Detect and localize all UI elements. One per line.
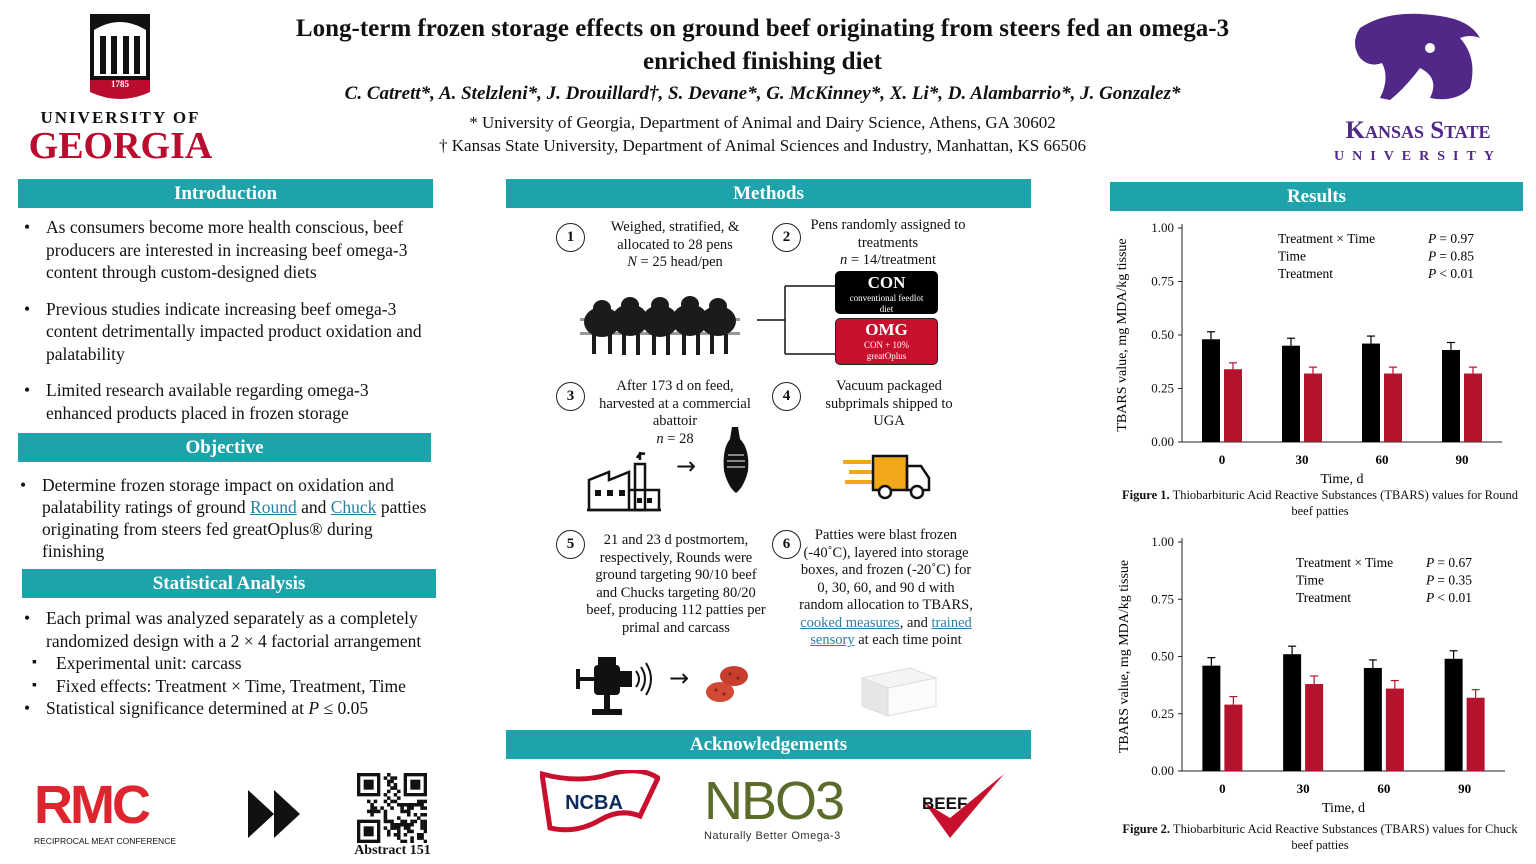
poster-title: Long-term frozen storage effects on ground beef originating from steers fed an omega-3 enriched finishing diet: [295, 15, 1230, 75]
bar: [1464, 374, 1482, 442]
figure-2-caption: Figure 2. Thiobarbituric Acid Reactive Substances (TBARS) values for Chuck beef patties: [1122, 822, 1518, 852]
step-2-number: 2: [772, 223, 801, 252]
uga-line1: UNIVERSITY OF: [40, 108, 201, 127]
meat-grinder-icon: [574, 655, 656, 717]
introduction-section: [18, 216, 428, 438]
objective-bullet: • Determine frozen storage impact on oxidation and palatability ratings of ground Round and Chuck patties originating from steers fed greatOplus® during finishing: [14, 474, 432, 562]
statistical-analysis-heading: Statistical Analysis: [22, 569, 436, 598]
affiliation-1: * University of Georgia, Department of Animal and Dairy Science, Athens, GA 30602: [469, 113, 1056, 132]
step-1-number: 1: [556, 223, 585, 252]
methods-heading: Methods: [506, 179, 1031, 208]
ncba-logo: NCBA: [540, 770, 660, 840]
chuck-link[interactable]: Chuck: [330, 497, 377, 517]
step-3-number: 3: [556, 382, 585, 411]
y-tick-label: 0.50: [1151, 648, 1174, 664]
objective-heading: Objective: [18, 433, 431, 462]
bar: [1305, 684, 1323, 771]
bar: [1224, 369, 1242, 442]
y-tick-label: 0.00: [1151, 434, 1174, 449]
bar: [1224, 705, 1242, 771]
bar: [1362, 344, 1380, 442]
round-link[interactable]: Round: [250, 497, 297, 517]
step-4-number: 4: [772, 382, 801, 411]
step-3-text: After 173 d on feed, harvested at a commercial abattoir n = 28: [599, 378, 751, 447]
rmc-text: RMC: [34, 775, 148, 835]
treatment-bracket: [757, 284, 837, 356]
beef-checkoff-logo: BEEF: [920, 772, 1006, 844]
ksu-logo: [1320, 8, 1516, 168]
x-axis-label: Time, d: [1321, 801, 1366, 816]
objective-section: [14, 474, 432, 576]
con-box: CON conventional feedlot diet: [835, 271, 938, 314]
bar: [1445, 659, 1463, 771]
storage-box-icon: [858, 664, 940, 718]
intro-bullet: • Limited research available regarding omega-3 enhanced products placed in frozen storage: [18, 379, 428, 424]
statistical-analysis-section: [18, 607, 436, 734]
intro-bullet: • Previous studies indicate increasing beef omega-3 content detrimentally impacted product oxidation and palatability: [18, 298, 428, 366]
bar: [1304, 374, 1322, 442]
bar: [1282, 346, 1300, 442]
stat-p-value: P = 0.35: [1426, 572, 1473, 588]
figure-2-chart: [1110, 532, 1525, 822]
y-tick-label: 0.25: [1151, 705, 1174, 721]
stat-effect: Treatment: [1278, 266, 1333, 281]
introduction-heading: Introduction: [18, 179, 433, 208]
y-axis-label: TBARS value, mg MDA/kg tissue: [1115, 238, 1130, 432]
omg-box: OMG CON + 10% greatOplus: [835, 318, 938, 365]
x-tick-label: 90: [1458, 781, 1472, 796]
y-tick-label: 0.25: [1151, 380, 1174, 396]
x-axis-label: Time, d: [1320, 472, 1364, 487]
bar: [1467, 698, 1485, 771]
stat-effect: Treatment × Time: [1296, 555, 1394, 570]
abstract-number: Abstract 151: [354, 843, 431, 858]
stats-bullet: • Statistical significance determined at P ≤ 0.05: [18, 697, 436, 720]
step-6-text: Patties were blast frozen (-40˚C), layered into storage boxes, and frozen (-20˚C) for 0, 30, 60, and 90 d with random allocation to TBARS, cooked measures, and trained sensory at each time point: [799, 527, 973, 648]
bar: [1442, 350, 1460, 442]
patties-icon: [704, 664, 754, 706]
step-2-text: Pens randomly assigned to treatments n = 14/treatment: [810, 217, 966, 268]
x-tick-label: 30: [1296, 781, 1310, 796]
y-tick-label: 0.75: [1151, 591, 1174, 607]
step-1-text: Weighed, stratified, & allocated to 28 pens N = 25 head/pen: [610, 219, 740, 270]
delivery-truck-icon: [843, 450, 933, 502]
step-4-text: Vacuum packaged subprimals shipped to UGA: [825, 378, 953, 429]
stats-bullet: • Each primal was analyzed separately as a completely randomized design with a 2 × 4 factorial arrangement ▪ Experimental unit: carcass ▪ Fixed effects: Treatment × Time, Treatment, Time: [18, 607, 436, 697]
stat-p-value: P = 0.97: [1428, 231, 1475, 246]
figure-1-chart: [1110, 218, 1525, 490]
cattle-image: [580, 288, 740, 358]
y-tick-label: 0.50: [1151, 327, 1174, 342]
ksu-line2: UNIVERSITY: [1334, 149, 1502, 164]
acknowledgements-heading: Acknowledgements: [506, 730, 1031, 759]
factory-icon: [585, 450, 663, 512]
step-5-number: 5: [556, 530, 585, 559]
bar: [1283, 654, 1301, 771]
nbo3-logo: NBO3 Naturally Better Omega-3: [704, 771, 844, 842]
x-tick-label: 60: [1377, 781, 1391, 796]
bar: [1386, 689, 1404, 771]
x-tick-label: 0: [1219, 781, 1226, 796]
step-5-text: 21 and 23 d postmortem, respectively, Rounds were ground targeting 90/10 beef and Chucks targeting 80/20 beef, producing 112 patties per primal and carcass: [586, 532, 766, 636]
stats-sub-bullet: ▪ Fixed effects: Treatment × Time, Treatment, Time: [18, 675, 436, 698]
stat-effect: Treatment: [1296, 590, 1351, 605]
qr-code-icon[interactable]: [357, 773, 427, 843]
step-6-number: 6: [772, 530, 801, 559]
wildcat-icon: [1320, 8, 1516, 108]
rmc-logo: [34, 775, 194, 848]
results-heading: Results: [1110, 182, 1523, 211]
harvest-arrow: →: [676, 452, 697, 480]
y-axis-label: TBARS value, mg MDA/kg tissue: [1117, 559, 1132, 754]
bar: [1202, 666, 1220, 771]
y-tick-label: 1.00: [1151, 220, 1174, 235]
uga-year: 1785: [111, 79, 129, 89]
stat-p-value: P = 0.85: [1428, 248, 1475, 264]
figure-1-caption: Figure 1. Thiobarbituric Acid Reactive Substances (TBARS) values for Round beef patties: [1121, 488, 1518, 518]
bar: [1202, 339, 1220, 442]
trained-sensory-link[interactable]: trained sensory: [810, 614, 972, 648]
stat-effect: Time: [1278, 248, 1307, 264]
stat-p-value: P = 0.67: [1426, 555, 1473, 570]
rmc-subtitle: RECIPROCAL MEAT CONFERENCE: [34, 836, 177, 846]
cooked-measures-link[interactable]: cooked measures: [800, 614, 900, 631]
x-tick-label: 90: [1455, 452, 1469, 467]
ksu-line1: Kansas State: [1345, 117, 1491, 144]
stat-p-value: P < 0.01: [1426, 590, 1473, 605]
uga-logo: [18, 10, 223, 165]
rmc-year: 2024: [152, 802, 184, 818]
y-tick-label: 1.00: [1151, 534, 1174, 549]
bar: [1364, 668, 1382, 771]
x-tick-label: 0: [1218, 452, 1226, 467]
stats-sub-bullet: ▪ Experimental unit: carcass: [18, 652, 436, 675]
fast-forward-icon: [248, 790, 302, 838]
x-tick-label: 60: [1375, 452, 1389, 467]
grind-arrow: →: [669, 664, 690, 692]
x-tick-label: 30: [1295, 452, 1309, 467]
affiliation-2: † Kansas State University, Department of Animal Sciences and Industry, Manhattan, KS 66506: [439, 136, 1086, 155]
uga-line2: GEORGIA: [28, 125, 213, 167]
bar: [1384, 374, 1402, 442]
stat-effect: Treatment × Time: [1278, 231, 1376, 246]
authors: C. Catrett*, A. Stelzleni*, J. Drouillard†, S. Devane*, G. McKinney*, X. Li*, D. Alambarrio*, J. Gonzalez*: [344, 83, 1181, 104]
carcass-icon: [718, 425, 754, 495]
stat-effect: Time: [1296, 572, 1325, 588]
stat-p-value: P < 0.01: [1428, 266, 1475, 281]
intro-bullet: • As consumers become more health conscious, beef producers are interested in increasing beef omega-3 content through custom-designed diets: [18, 216, 428, 284]
y-tick-label: 0.75: [1151, 273, 1174, 289]
y-tick-label: 0.00: [1151, 763, 1174, 778]
